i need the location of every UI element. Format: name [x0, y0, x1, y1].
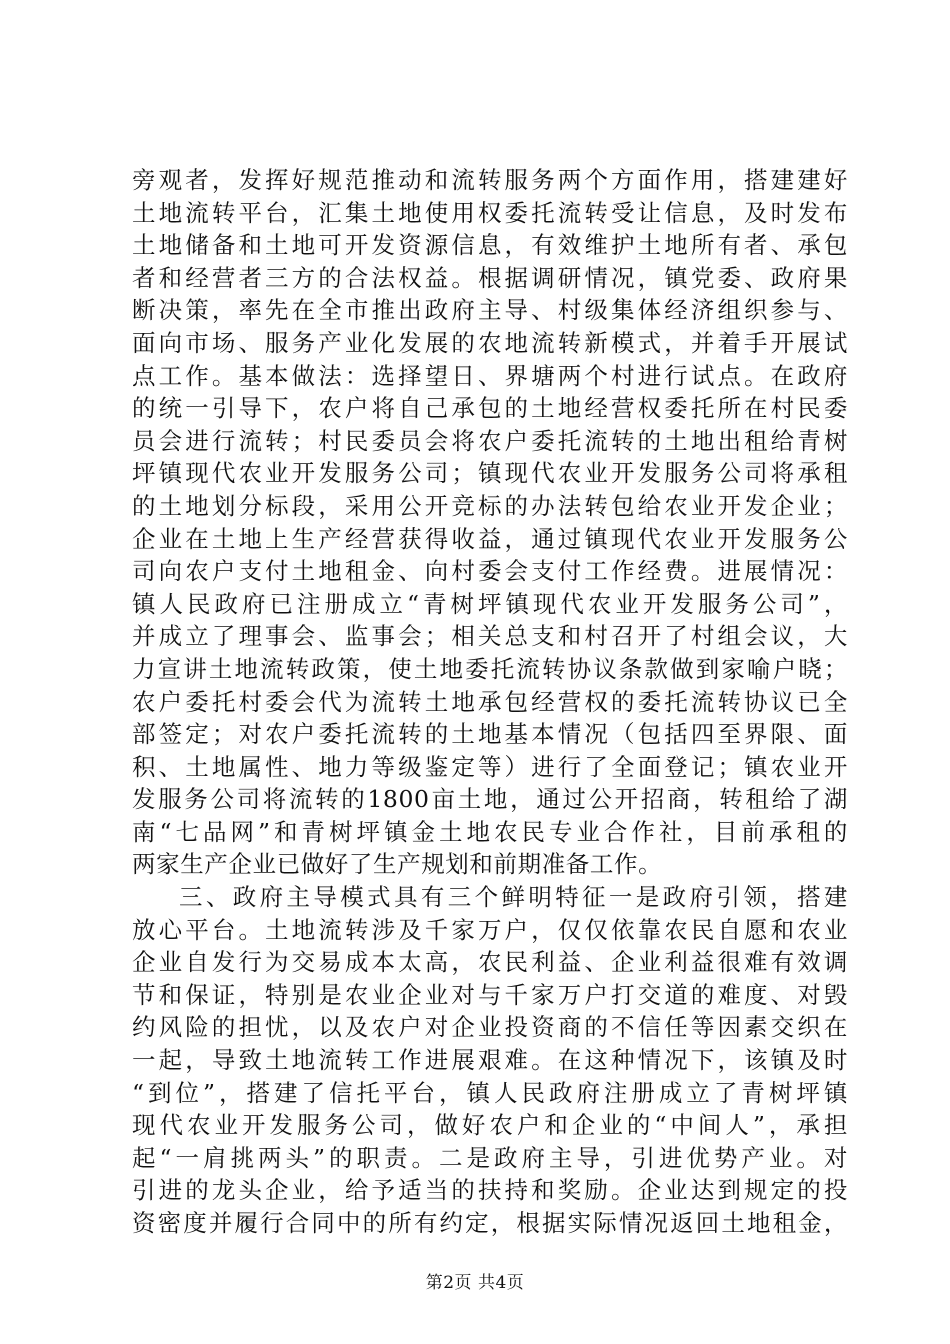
text-line: 力宣讲土地流转政策，使土地委托流转协议条款做到家喻户晓； [132, 654, 848, 683]
text-line: “到位”，搭建了信托平台，镇人民政府注册成立了青树坪镇 [132, 1078, 848, 1107]
text-line: 者和经营者三方的合法权益。根据调研情况，镇党委、政府果 [132, 263, 848, 292]
text-line: 放心平台。土地流转涉及千家万户，仅仅依靠农民自愿和农业 [132, 915, 848, 944]
text-line: 南“七品网”和青树坪镇金土地农民专业合作社，目前承租的 [132, 817, 848, 846]
text-line: 的土地划分标段，采用公开竞标的办法转包给农业开发企业； [132, 491, 848, 520]
paragraph-2 [132, 881, 848, 1240]
text-line: 土地流转平台，汇集土地使用权委托流转受让信息，及时发布 [132, 198, 848, 227]
text-line: 镇人民政府已注册成立“青树坪镇现代农业开发服务公司”， [132, 589, 848, 618]
text-line: 部签定；对农户委托流转的土地基本情况（包括四至界限、面 [132, 720, 848, 749]
text-line: 现代农业开发服务公司，做好农户和企业的“中间人”，承担 [132, 1111, 848, 1140]
text-line: 两家生产企业已做好了生产规划和前期准备工作。 [132, 850, 663, 879]
text-line: 点工作。基本做法：选择望日、界塘两个村进行试点。在政府 [132, 361, 848, 390]
text-line: 司向农户支付土地租金、向村委会支付工作经费。进展情况： [132, 557, 848, 586]
text-line: 并成立了理事会、监事会；相关总支和村召开了村组会议，大 [132, 622, 848, 651]
text-line: 农户委托村委会代为流转土地承包经营权的委托流转协议已全 [132, 687, 848, 716]
text-line: 的统一引导下，农户将自己承包的土地经营权委托所在村民委 [132, 394, 848, 423]
text-line: 断决策，率先在全市推出政府主导、村级集体经济组织参与、 [132, 296, 848, 325]
text-line: 面向市场、服务产业化发展的农地流转新模式，并着手开展试 [132, 328, 848, 357]
text-line: 员会进行流转；村民委员会将农户委托流转的土地出租给青树 [132, 426, 848, 455]
text-line: 资密度并履行合同中的所有约定，根据实际情况返回土地租金， [132, 1209, 848, 1237]
paragraph-1 [132, 164, 848, 881]
text-line: 旁观者，发挥好规范推动和流转服务两个方面作用，搭建建好 [132, 166, 848, 194]
text-line: 三、政府主导模式具有三个鲜明特征一是政府引领，搭建 [179, 883, 848, 912]
text-line: 积、土地属性、地力等级鉴定等）进行了全面登记；镇农业开 [132, 752, 848, 781]
text-line: 引进的龙头企业，给予适当的扶持和奖励。企业达到规定的投 [132, 1176, 848, 1205]
text-line: 一起，导致土地流转工作进展艰难。在这种情况下，该镇及时 [132, 1046, 848, 1075]
text-line: 企业自发行为交易成本太高，农民利益、企业利益很难有效调 [132, 948, 848, 977]
text-line: 坪镇现代农业开发服务公司；镇现代农业开发服务公司将承租 [132, 459, 848, 488]
text-line: 发服务公司将流转的1800亩土地，通过公开招商，转租给了湖 [132, 785, 848, 814]
document-body [132, 164, 848, 1240]
page-number-footer: 第2页 共4页 [425, 1273, 525, 1293]
text-line: 节和保证，特别是农业企业对与千家万户打交道的难度、对毁 [132, 980, 848, 1009]
text-line: 土地储备和土地可开发资源信息，有效维护土地所有者、承包 [132, 231, 848, 260]
text-line: 约风险的担忧，以及农户对企业投资商的不信任等因素交织在 [132, 1013, 848, 1042]
text-line: 起“一肩挑两头”的职责。二是政府主导，引进优势产业。对 [132, 1143, 848, 1172]
text-line: 企业在土地上生产经营获得收益，通过镇现代农业开发服务公 [132, 524, 848, 553]
